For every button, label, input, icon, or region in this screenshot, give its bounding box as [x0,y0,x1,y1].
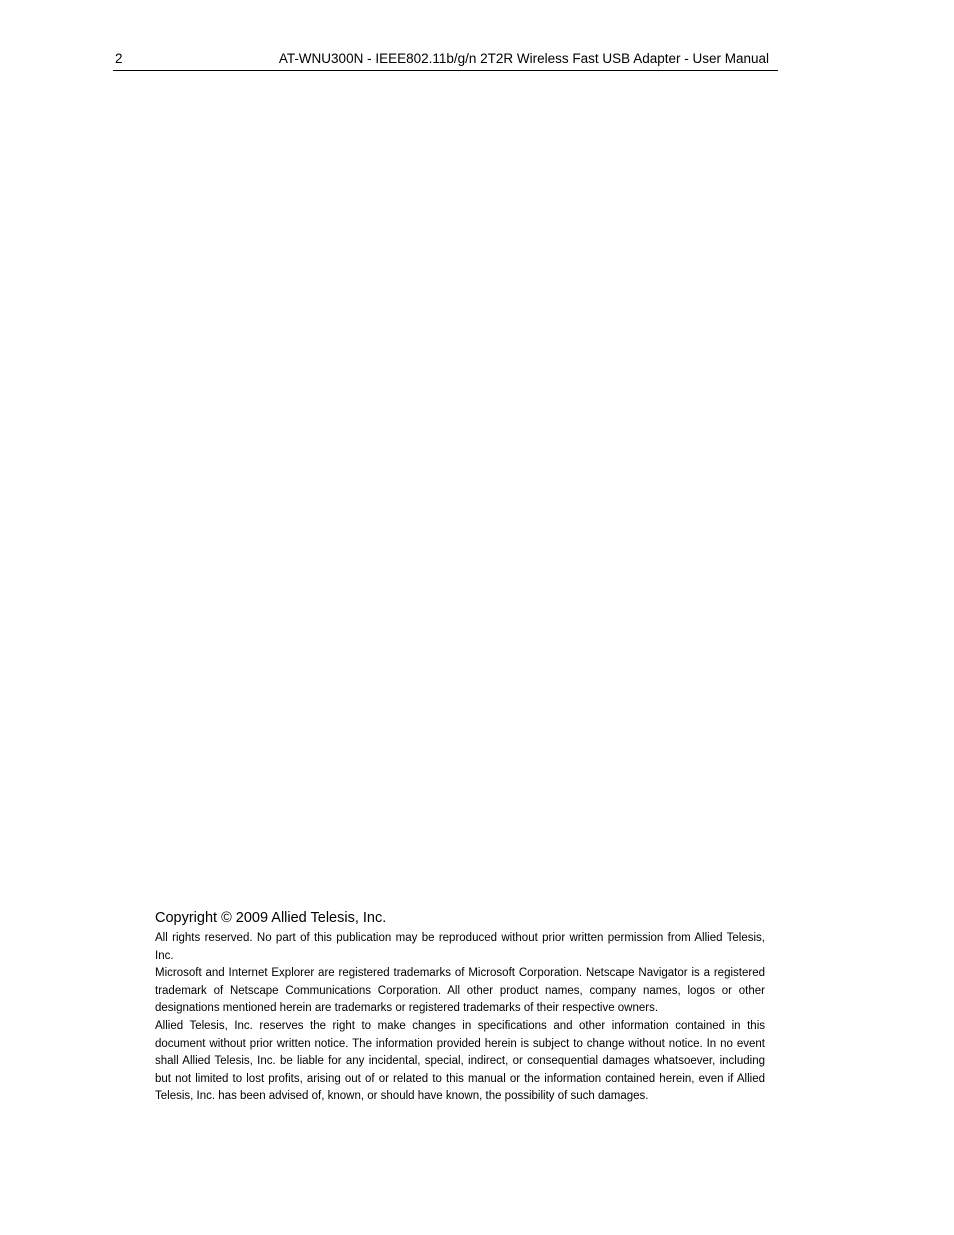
copyright-notice [155,909,765,1106]
running-title: AT-WNU300N - IEEE802.11b/g/n 2T2R Wireless Fast USB Adapter - User Manual [278,51,769,66]
trademarks-paragraph: Microsoft and Internet Explorer are registered trademarks of Microsoft Corporation. Netscape Navigator is a registered trademark of Netscape Communications Corporation. All other product names, company names, logos or other designations mentioned herein are trademarks or registered trademarks of their respective owners. [155,967,765,1015]
page-header [113,50,778,71]
disclaimer-paragraph: Allied Telesis, Inc. reserves the right to make changes in specifications and other information contained in this document without prior written notice. The information provided herein is subject to change without notice. In no event shall Allied Telesis, Inc. be liable for any incidental, special, indirect, or consequential damages whatsoever, including but not limited to lost profits, arising out of or related to this manual or the information contained herein, even if Allied Telesis, Inc. has been advised of, known, or should have known, the possibility of such damages. [155,1019,765,1103]
page-number: 2 [115,51,123,66]
copyright-heading: Copyright © 2009 Allied Telesis, Inc. [155,910,387,926]
rights-reserved-paragraph: All rights reserved. No part of this publication may be reproduced without prior written permission from Allied Telesis, Inc. [155,932,765,962]
